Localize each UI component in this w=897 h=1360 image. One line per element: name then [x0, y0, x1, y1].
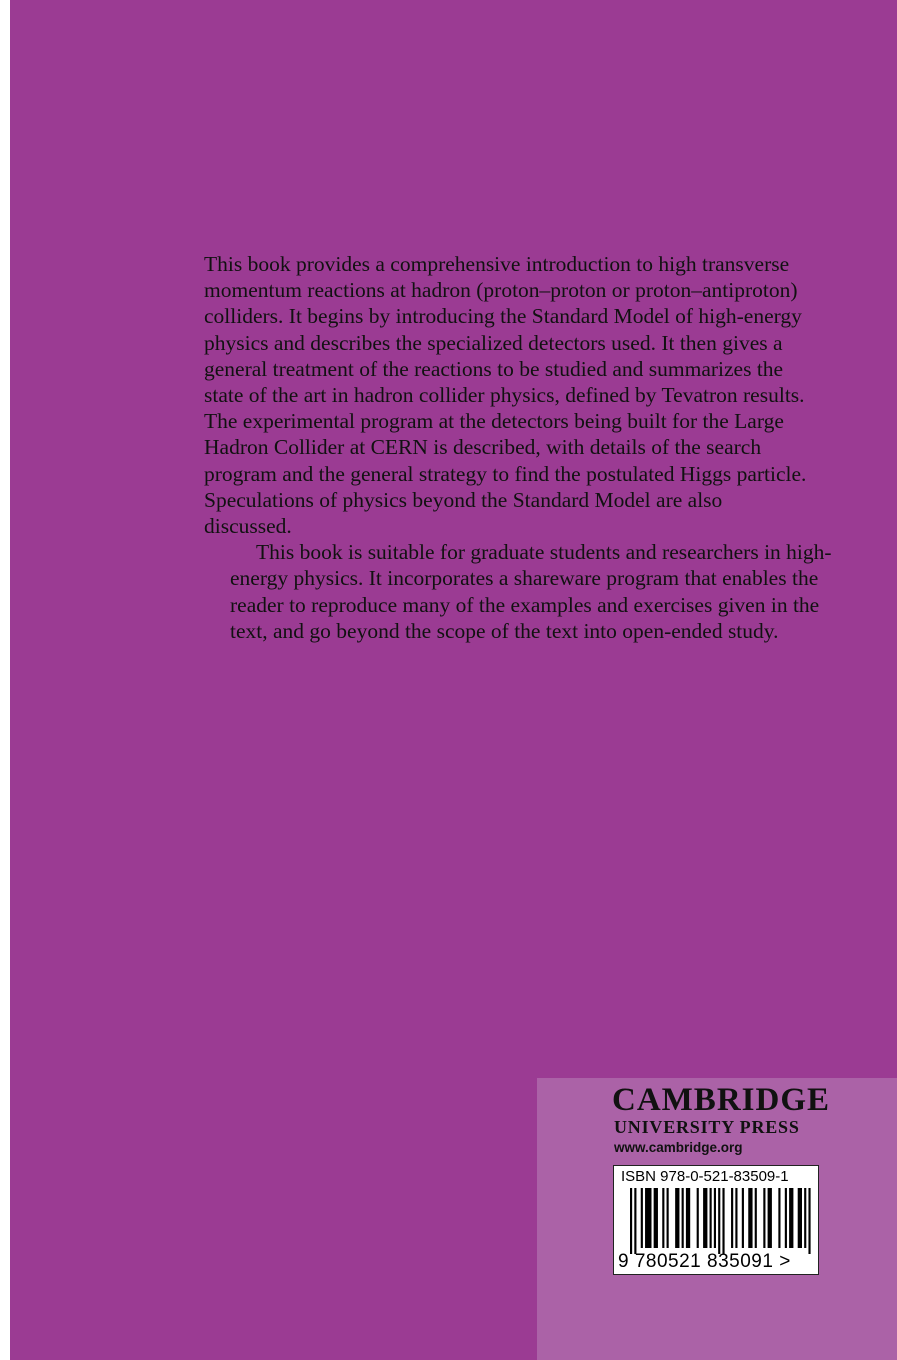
barcode-bar	[714, 1188, 716, 1248]
barcode-bar	[645, 1188, 651, 1248]
barcode-bar	[789, 1188, 793, 1248]
publisher-url: www.cambridge.org	[614, 1140, 743, 1155]
blurb-paragraph-2	[204, 539, 864, 644]
barcode-bar	[703, 1188, 707, 1248]
barcode-bar	[722, 1188, 724, 1254]
blurb-line: program and the general strategy to find the postulated Higgs particle.	[204, 461, 807, 486]
publisher-logo-name: CAMBRIDGE	[612, 1082, 831, 1118]
blurb-line: momentum reactions at hadron (proton–proton or proton–antiproton)	[204, 278, 798, 303]
barcode-bar	[798, 1188, 802, 1248]
barcode-bar	[641, 1188, 643, 1248]
blurb-line: text, and go beyond the scope of the text into open-ended study.	[230, 618, 779, 643]
barcode-bar	[768, 1188, 772, 1248]
blurb-text	[204, 251, 864, 644]
blurb-line: colliders. It begins by introducing the Standard Model of high-energy	[204, 304, 802, 329]
isbn-label: ISBN 978-0-521-83509-1	[621, 1168, 789, 1185]
barcode-bar	[697, 1188, 699, 1248]
blurb-line: reader to reproduce many of the examples and exercises given in the	[230, 592, 820, 617]
barcode-bar	[742, 1188, 744, 1248]
barcode-bar	[662, 1188, 664, 1248]
barcode-bar	[675, 1188, 679, 1248]
blurb-line: The experimental program at the detectors being built for the Large	[204, 409, 784, 434]
barcode-bar	[630, 1188, 632, 1254]
blurb-line: This book provides a comprehensive introduction to high transverse	[204, 252, 790, 276]
barcode-bar	[710, 1188, 712, 1248]
barcode-digits: 9 780521 835091 >	[618, 1251, 791, 1272]
blurb-line: state of the art in hadron collider physics, defined by Tevatron results.	[204, 383, 805, 408]
blurb-line: This book is suitable for graduate students and researchers in high-	[256, 540, 832, 565]
barcode-bar	[763, 1188, 765, 1248]
isbn-barcode	[613, 1165, 819, 1275]
blurb-line: general treatment of the reactions to be studied and summarizes the	[204, 356, 784, 381]
barcode-bar	[634, 1188, 636, 1254]
barcode-bar	[686, 1188, 690, 1248]
blurb-paragraph-1	[204, 251, 864, 539]
blurb-line: physics and describes the specialized detectors used. It then gives a	[204, 330, 783, 355]
barcode-bar	[718, 1188, 720, 1254]
barcode-bar	[682, 1188, 684, 1248]
barcode-bar	[804, 1188, 806, 1248]
blurb-line: discussed.	[204, 514, 292, 539]
blurb-line: Speculations of physics beyond the Standard Model are also	[204, 487, 723, 512]
barcode-bar	[731, 1188, 733, 1248]
barcode-bar	[755, 1188, 757, 1248]
publisher-subtitle: UNIVERSITY PRESS	[614, 1117, 800, 1137]
barcode-bar	[748, 1188, 752, 1248]
barcode-bar	[785, 1188, 787, 1248]
barcode-bar	[654, 1188, 658, 1248]
barcode-bar	[735, 1188, 737, 1248]
blurb-line: Hadron Collider at CERN is described, with details of the search	[204, 435, 762, 460]
barcode-bar	[778, 1188, 780, 1248]
barcode-bar	[808, 1188, 810, 1254]
blurb-line: energy physics. It incorporates a shareware program that enables the	[230, 566, 819, 591]
barcode-bar	[667, 1188, 669, 1248]
